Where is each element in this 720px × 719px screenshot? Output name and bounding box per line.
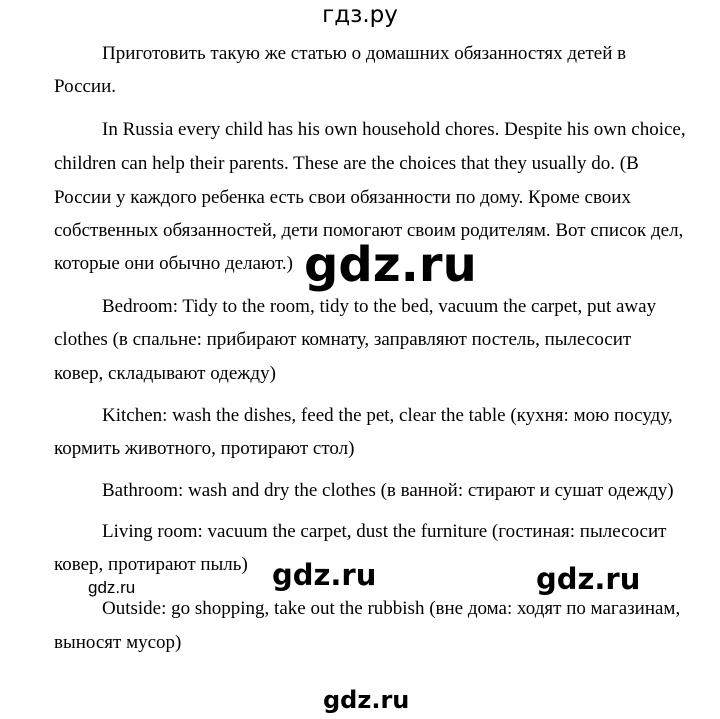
outside-line-2: выносят мусор): [54, 632, 182, 653]
bedroom-line-1: Bedroom: Tidy to the room, tidy to the bed, vacuum the carpet, put away: [102, 296, 657, 317]
intro-line-4: собственных обязанностей, дети помогают своим родителям. Вот список дел,: [54, 220, 684, 241]
kitchen-line-2: кормить животного, протирают стол): [54, 438, 355, 459]
task-line-1: Приготовить такую же статью о домашних обязанностях детей в: [102, 43, 627, 64]
intro-line-2: children can help their parents. These are the choices that they usually do. (В: [54, 153, 639, 174]
watermark-footer: gdz.ru: [323, 686, 410, 714]
outside-line-1: Outside: go shopping, take out the rubbish (вне дома: ходят по магазинам,: [102, 598, 681, 619]
task-line-2: России.: [54, 76, 117, 97]
watermark-right: gdz.ru: [536, 562, 641, 596]
living-room-line-1: Living room: vacuum the carpet, dust the furniture (гостиная: пылесосит: [102, 521, 667, 542]
living-room-line-2: ковер, протирают пыль): [54, 554, 248, 575]
intro-line-5: которые они обычно делают.): [54, 253, 293, 274]
watermark-middle: gdz.ru: [272, 558, 377, 592]
intro-line-3: России у каждого ребенка есть свои обязанности по дому. Кроме своих: [54, 187, 631, 208]
site-header: гдз.ру: [322, 2, 398, 28]
intro-line-1: In Russia every child has his own household chores. Despite his own choice,: [102, 119, 686, 140]
bathroom-line: Bathroom: wash and dry the clothes (в ванной: стирают и сушат одежду): [102, 480, 674, 501]
watermark-left-small: gdz.ru: [88, 578, 136, 597]
watermark-center: gdz.ru: [304, 237, 477, 293]
kitchen-line-1: Kitchen: wash the dishes, feed the pet, clear the table (кухня: мою посуду,: [102, 405, 673, 426]
bedroom-line-3: ковер, складывают одежду): [54, 363, 276, 384]
bedroom-line-2: clothes (в спальне: прибирают комнату, заправляют постель, пылесосит: [54, 329, 632, 350]
